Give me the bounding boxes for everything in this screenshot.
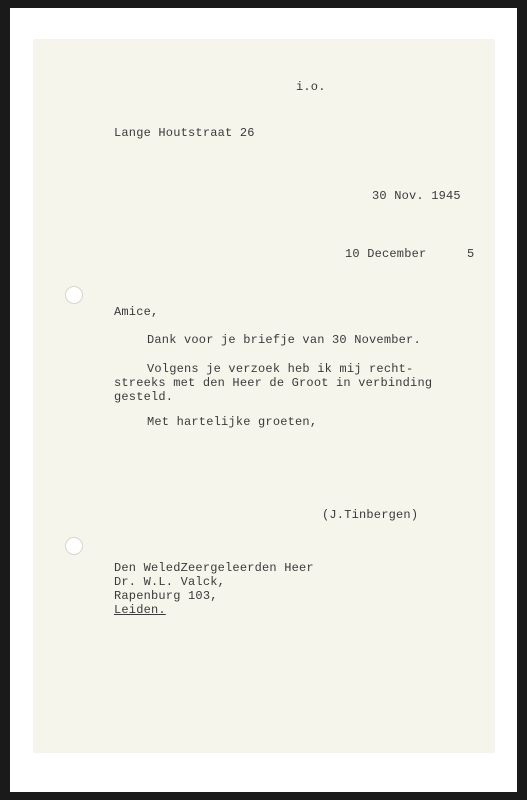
body-paragraph-2-line-3: gesteld. [114, 390, 174, 404]
punch-hole [65, 537, 83, 555]
recipient-city: Leiden. [114, 603, 166, 617]
body-paragraph-2-line-2: streeks met den Heer de Groot in verbinding [114, 376, 433, 390]
recipient-line-1: Den WeledZeergeleerden Heer [114, 561, 314, 575]
closing: Met hartelijke groeten, [147, 415, 318, 429]
body-paragraph-1: Dank voor je briefje van 30 November. [147, 333, 421, 347]
letter-year-digit: 5 [467, 247, 475, 261]
letter-page [34, 40, 494, 752]
received-date: 30 Nov. 1945 [372, 189, 461, 203]
recipient-line-3: Rapenburg 103, [114, 589, 218, 603]
letter-date: 10 December [345, 247, 427, 261]
body-paragraph-2-line-1: Volgens je verzoek heb ik mij recht- [147, 362, 414, 376]
salutation: Amice, [114, 305, 159, 319]
recipient-line-2: Dr. W.L. Valck, [114, 575, 226, 589]
sender-address: Lange Houtstraat 26 [114, 126, 255, 140]
punch-hole [65, 286, 83, 304]
letter-mark: i.o. [296, 80, 326, 94]
signature: (J.Tinbergen) [322, 508, 419, 522]
